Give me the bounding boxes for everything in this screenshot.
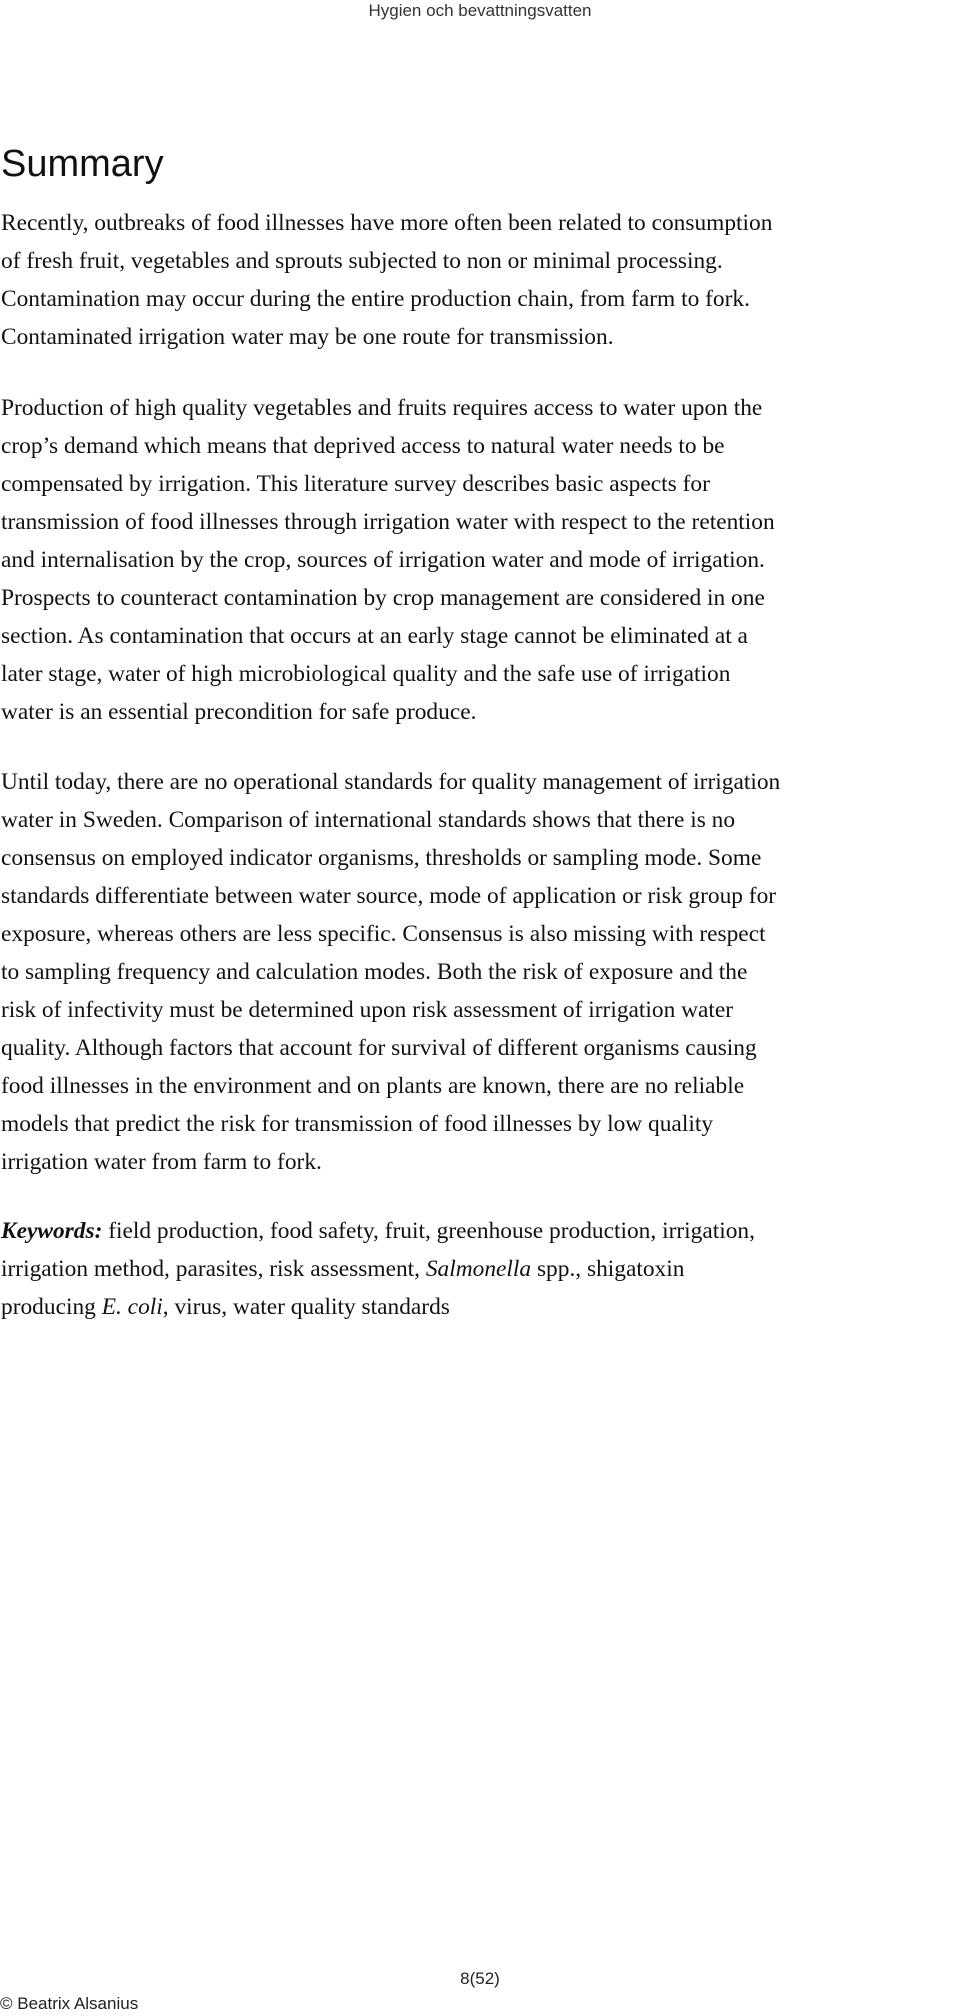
text-line: consensus on employed indicator organisms, thresholds or sampling mode. Some — [1, 845, 762, 871]
text-line: water is an essential precondition for safe produce. — [1, 699, 477, 725]
text-line: models that predict the risk for transmission of food illnesses by low quality — [1, 1111, 714, 1137]
text-line: Contaminated irrigation water may be one route for transmission. — [1, 324, 614, 350]
text-line: later stage, water of high microbiological quality and the safe use of irrigation — [1, 661, 731, 687]
text-line: compensated by irrigation. This literature survey describes basic aspects for — [1, 471, 710, 497]
paragraph-3 — [1, 763, 957, 1181]
text-line — [1, 1288, 957, 1326]
text-line: exposure, whereas others are less specific. Consensus is also missing with respect — [1, 921, 766, 947]
keywords-text: producing — [1, 1294, 102, 1320]
keywords-text: field production, food safety, fruit, greenhouse production, irrigation, — [102, 1218, 755, 1244]
copyright-notice: © Beatrix Alsanius — [0, 1994, 139, 2013]
section-heading: Summary — [1, 143, 164, 185]
running-header: Hygien och bevattningsvatten — [368, 1, 592, 20]
text-line: Production of high quality vegetables and fruits requires access to water upon the — [1, 395, 763, 421]
keywords-paragraph — [1, 1212, 957, 1326]
text-line: transmission of food illnesses through irrigation water with respect to the retention — [1, 509, 775, 535]
paragraph-2 — [1, 389, 957, 731]
keywords-label: Keywords: — [1, 1218, 103, 1244]
text-line: Prospects to counteract contamination by crop management are considered in one — [1, 585, 765, 611]
keyword-italic: Salmonella — [425, 1256, 532, 1282]
keywords-text: spp., shigatoxin — [531, 1256, 685, 1282]
text-line: to sampling frequency and calculation modes. Both the risk of exposure and the — [1, 959, 748, 985]
text-line: standards differentiate between water source, mode of application or risk group for — [1, 883, 777, 909]
text-line: crop’s demand which means that deprived access to natural water needs to be — [1, 433, 725, 459]
text-line — [1, 1250, 957, 1288]
text-line: irrigation water from farm to fork. — [1, 1149, 322, 1175]
text-line: risk of infectivity must be determined upon risk assessment of irrigation water — [1, 997, 734, 1023]
keywords-text: irrigation method, parasites, risk assessment, — [1, 1256, 426, 1282]
text-line: Recently, outbreaks of food illnesses have more often been related to consumption — [1, 210, 773, 236]
text-line: of fresh fruit, vegetables and sprouts subjected to non or minimal processing. — [1, 248, 723, 274]
text-line — [1, 1212, 957, 1250]
text-line: Until today, there are no operational standards for quality management of irrigation — [1, 769, 781, 795]
text-line: water in Sweden. Comparison of international standards shows that there is no — [1, 807, 736, 833]
text-line: section. As contamination that occurs at an early stage cannot be eliminated at a — [1, 623, 748, 649]
text-line: quality. Although factors that account for survival of different organisms causing — [1, 1035, 757, 1061]
text-line: food illnesses in the environment and on plants are known, there are no reliable — [1, 1073, 745, 1099]
paragraph-1 — [1, 204, 957, 356]
text-line: and internalisation by the crop, sources of irrigation water and mode of irrigation. — [1, 547, 765, 573]
keywords-text: , virus, water quality standards — [162, 1294, 450, 1320]
keyword-italic: E. coli — [101, 1294, 163, 1320]
text-line: Contamination may occur during the entire production chain, from farm to fork. — [1, 286, 750, 312]
page-number: 8(52) — [460, 1969, 500, 1988]
